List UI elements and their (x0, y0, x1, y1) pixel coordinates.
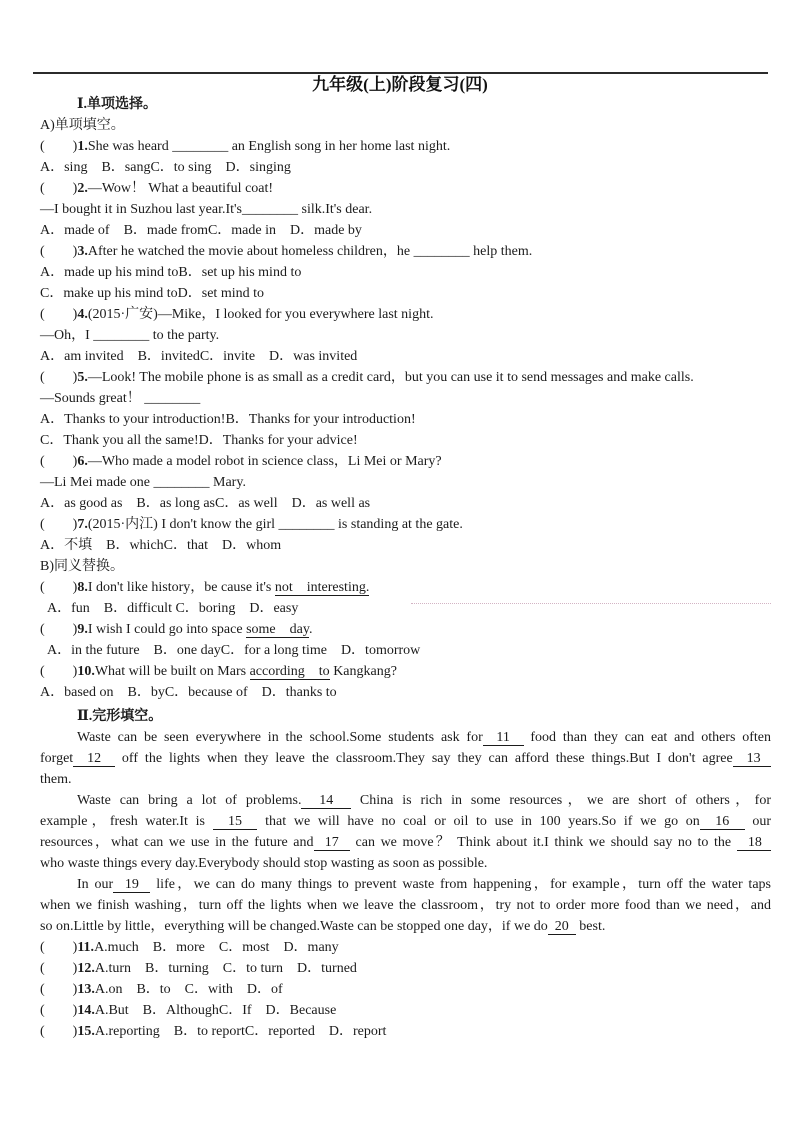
question-number: Ⅰ.单项选择。 (77, 97, 158, 112)
text-segment: resources，what can we use in the future and (40, 835, 314, 850)
text-segment: —Wow！ What a beautiful coat! (87, 181, 274, 196)
text-segment: A.on B．to C．with D．of (94, 982, 283, 997)
question-line (40, 661, 771, 682)
text-segment: A．Thanks to your introduction!B．Thanks for your introduction! (40, 412, 416, 427)
dialog-line (40, 472, 771, 493)
question-number: 6. (77, 454, 88, 469)
text-segment: ( ) (40, 370, 78, 385)
text-segment: best. (575, 919, 606, 934)
paragraph-line (40, 769, 771, 790)
question-number: Ⅱ.完形填空。 (77, 709, 163, 724)
text-segment: —I bought it in Suzhou last year.It's________ silk.It's dear. (40, 202, 373, 217)
text-segment: A．as good as B．as long asC．as well D．as well as (40, 496, 371, 511)
paragraph-line (40, 790, 771, 811)
question-line (40, 304, 771, 325)
text-segment: ( ) (40, 307, 78, 322)
dialog-line (40, 325, 771, 346)
options-line (40, 430, 771, 451)
text-segment: A．fun B．difficult C．boring D．easy (47, 601, 299, 616)
question-line (40, 1000, 771, 1021)
options-line (40, 409, 771, 430)
text-segment: —Look! The mobile phone is as small as a credit card，but you can use it to send messages and make calls. (87, 370, 694, 385)
text-segment: food than they can eat and others often (523, 730, 771, 745)
text-segment: (2015·广安)—Mike，I looked for you everywhere last night. (87, 307, 434, 322)
paragraph-line (40, 916, 771, 937)
text-segment: ( ) (40, 664, 78, 679)
options-line (40, 220, 771, 241)
underlined-text: 12 (73, 751, 115, 766)
text-segment: forget (40, 751, 74, 766)
question-line (40, 979, 771, 1000)
text-segment: A)单项填空。 (40, 118, 125, 133)
text-segment: ( ) (40, 454, 78, 469)
text-segment: —Oh，I ________ to the party. (40, 328, 220, 343)
question-line (40, 367, 771, 388)
question-number: 1. (77, 139, 88, 154)
paragraph-line (40, 727, 771, 748)
text-segment: . (308, 622, 313, 637)
text-segment: ( ) (40, 1003, 78, 1018)
options-line (40, 640, 771, 661)
text-segment: A．in the future B．one dayC．for a long time D．tomorrow (47, 643, 421, 658)
underlined-text: some day (246, 622, 309, 637)
text-segment: ( ) (40, 517, 78, 532)
text-segment: ( ) (40, 940, 78, 955)
text-segment: ( ) (40, 580, 78, 595)
underlined-text: 16 (699, 814, 745, 829)
underlined-text: 14 (301, 793, 352, 808)
dialog-line (40, 199, 771, 220)
underlined-text: 18 (736, 835, 771, 850)
question-number: 13. (77, 982, 95, 997)
text-segment: Waste can bring a lot of problems. (77, 793, 302, 808)
text-segment: our (744, 814, 771, 829)
question-line (40, 136, 771, 157)
text-segment: A.turn B．turning C．to turn D．turned (94, 961, 357, 976)
text-segment: —Who made a model robot in science class，Li Mei or Mary? (87, 454, 442, 469)
text-segment: life，we can do many things to prevent waste from happening，for example，turn off the water taps (150, 877, 771, 892)
text-segment: Waste can be seen everywhere in the school.Some students ask for (77, 730, 483, 745)
question-number: 5. (77, 370, 88, 385)
question-number: 11. (77, 940, 95, 955)
question-number: 2. (77, 181, 88, 196)
question-number: 12. (77, 961, 95, 976)
text-segment: A．sing B．sangC．to sing D．singing (40, 160, 291, 175)
paragraph-line (40, 748, 771, 769)
underlined-text: 17 (313, 835, 350, 850)
text-segment: off the lights when they leave the classroom.They say they can afford these things.But I don't agree (114, 751, 733, 766)
text-segment: Kangkang? (329, 664, 397, 679)
question-number: 8. (77, 580, 88, 595)
paragraph-line (40, 895, 771, 916)
text-segment: What will be built on Mars (94, 664, 250, 679)
question-number: 14. (77, 1003, 95, 1018)
question-number: 9. (77, 622, 88, 637)
underlined-text: 15 (212, 814, 258, 829)
text-segment: I don't like history，be cause it's (87, 580, 275, 595)
options-line (40, 262, 771, 283)
dialog-line (40, 388, 771, 409)
text-segment: ( ) (40, 244, 78, 259)
question-line (40, 241, 771, 262)
text-segment: A．am invited B．invitedC．invite D．was invited (40, 349, 358, 364)
underlined-text: 20 (547, 919, 576, 934)
paragraph-line (40, 874, 771, 895)
underlined-text: 13 (732, 751, 771, 766)
text-segment: I wish I could go into space (87, 622, 247, 637)
question-number: 10. (77, 664, 95, 679)
text-segment: She was heard ________ an English song in her home last night. (87, 139, 451, 154)
text-segment: A．不填 B．whichC．that D．whom (40, 538, 282, 553)
text-segment: can we move？ Think about it.I think we should say no to the (349, 835, 737, 850)
underlined-text: 19 (113, 877, 151, 892)
question-number: 15. (77, 1024, 95, 1039)
text-segment: B)同义替换。 (40, 559, 124, 574)
options-line (40, 283, 771, 304)
question-line (40, 178, 771, 199)
question-line (40, 451, 771, 472)
text-segment: ( ) (40, 622, 78, 637)
underlined-text: according to (249, 664, 330, 679)
text-segment: when we finish washing，turn off the lights when we leave the classroom，try not to order more food than we need，and (40, 898, 771, 913)
text-segment: China is rich in some resources，we are short of others，for (351, 793, 771, 808)
question-line (40, 577, 771, 598)
options-line (40, 493, 771, 514)
text-segment: ( ) (40, 1024, 78, 1039)
text-segment: ( ) (40, 982, 78, 997)
question-line (40, 1021, 771, 1042)
text-segment: that we will have no coal or oil to use in 100 years.So if we go on (257, 814, 700, 829)
question-line (40, 514, 771, 535)
text-segment: A.But B．AlthoughC．If D．Because (94, 1003, 337, 1018)
question-number: 3. (77, 244, 88, 259)
dotted-divider (411, 603, 771, 604)
subsection-heading (40, 115, 771, 136)
question-line (40, 958, 771, 979)
options-line (40, 157, 771, 178)
underlined-text: 11 (482, 730, 524, 745)
document-body (40, 94, 771, 1042)
text-segment: C．Thank you all the same!D．Thanks for your advice! (40, 433, 358, 448)
question-number: 7. (77, 517, 88, 532)
options-line (40, 598, 771, 619)
text-segment: In our (77, 877, 114, 892)
options-line (40, 535, 771, 556)
text-segment: ( ) (40, 961, 78, 976)
text-segment: ( ) (40, 139, 78, 154)
text-segment: (2015·内江) I don't know the girl ________ is standing at the gate. (87, 517, 463, 532)
underlined-text: not interesting. (274, 580, 370, 595)
text-segment: A．made up his mind toB．set up his mind to (40, 265, 302, 280)
text-segment: —Sounds great！ ________ (40, 391, 201, 406)
text-segment: so on.Little by little，everything will be changed.Waste can be stopped one day，if we do (40, 919, 548, 934)
text-segment: A．based on B．byC．because of D．thanks to (40, 685, 337, 700)
text-segment: ( ) (40, 181, 78, 196)
options-line (40, 346, 771, 367)
text-segment: A.reporting B．to reportC．reported D．report (94, 1024, 387, 1039)
question-line (40, 619, 771, 640)
paragraph-line (40, 832, 771, 853)
subsection-heading (40, 556, 771, 577)
text-segment: example，fresh water.It is (40, 814, 213, 829)
question-line (40, 937, 771, 958)
text-segment: —Li Mei made one ________ Mary. (40, 475, 246, 490)
section-heading (40, 706, 771, 727)
text-segment: them. (40, 772, 72, 787)
text-segment: After he watched the movie about homeless children，he ________ help them. (87, 244, 533, 259)
section-heading (40, 94, 771, 115)
question-number: 4. (77, 307, 88, 322)
text-segment: who waste things every day.Everybody should stop wasting as soon as possible. (40, 856, 488, 871)
text-segment: A．made of B．made fromC．made in D．made by (40, 223, 362, 238)
text-segment: A.much B．more C．most D．many (94, 940, 339, 955)
text-segment: C．make up his mind toD．set mind to (40, 286, 264, 301)
options-line (40, 682, 771, 703)
paragraph-line (40, 811, 771, 832)
paragraph-line (40, 853, 771, 874)
page-title: 九年级(上)阶段复习(四) (312, 75, 488, 94)
